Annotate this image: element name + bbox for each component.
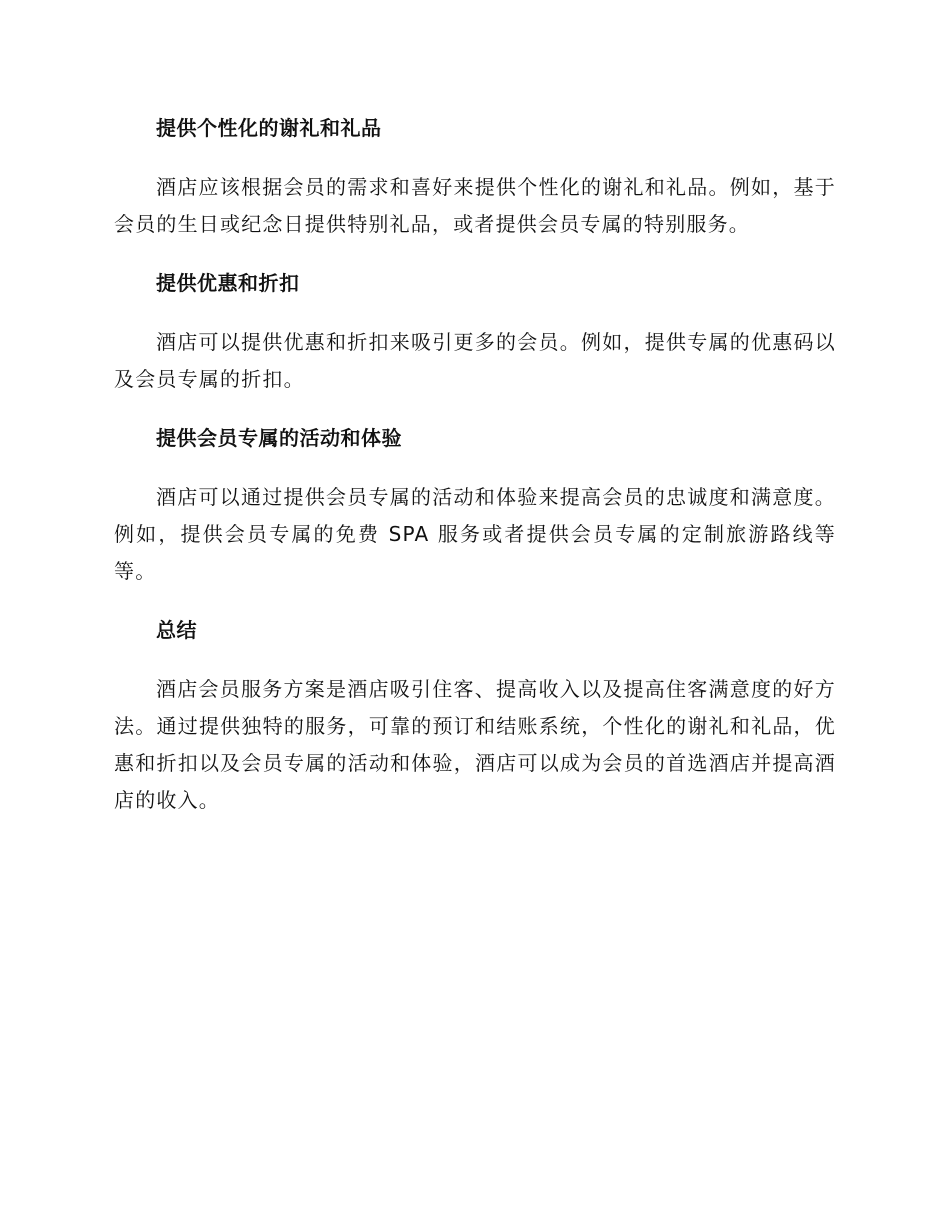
section-heading-discounts: 提供优惠和折扣 [156,271,300,295]
section-heading-exclusive-activities: 提供会员专属的活动和体验 [156,426,402,450]
section-body-summary: 酒店会员服务方案是酒店吸引住客、提高收入以及提高住客满意度的好方法。通过提供独特的服务，可靠的预订和结账系统，个性化的谢礼和礼品，优惠和折扣以及会员专属的活动和体验，酒店可以成为会员的首选酒店并提高酒店的收入。 [114,677,836,812]
section-body-discounts: 酒店可以提供优惠和折扣来吸引更多的会员。例如，提供专属的优惠码以及会员专属的折扣。 [114,330,836,391]
section-body-personalized-gifts: 酒店应该根据会员的需求和喜好来提供个性化的谢礼和礼品。例如，基于会员的生日或纪念日提供特别礼品，或者提供会员专属的特别服务。 [114,175,836,236]
section-body-exclusive-activities: 酒店可以通过提供会员专属的活动和体验来提高会员的忠诚度和满意度。例如，提供会员专属的免费 SPA 服务或者提供会员专属的定制旅游路线等等。 [114,485,836,583]
section-heading-summary: 总结 [156,618,197,642]
section-heading-personalized-gifts: 提供个性化的谢礼和礼品 [156,116,382,140]
